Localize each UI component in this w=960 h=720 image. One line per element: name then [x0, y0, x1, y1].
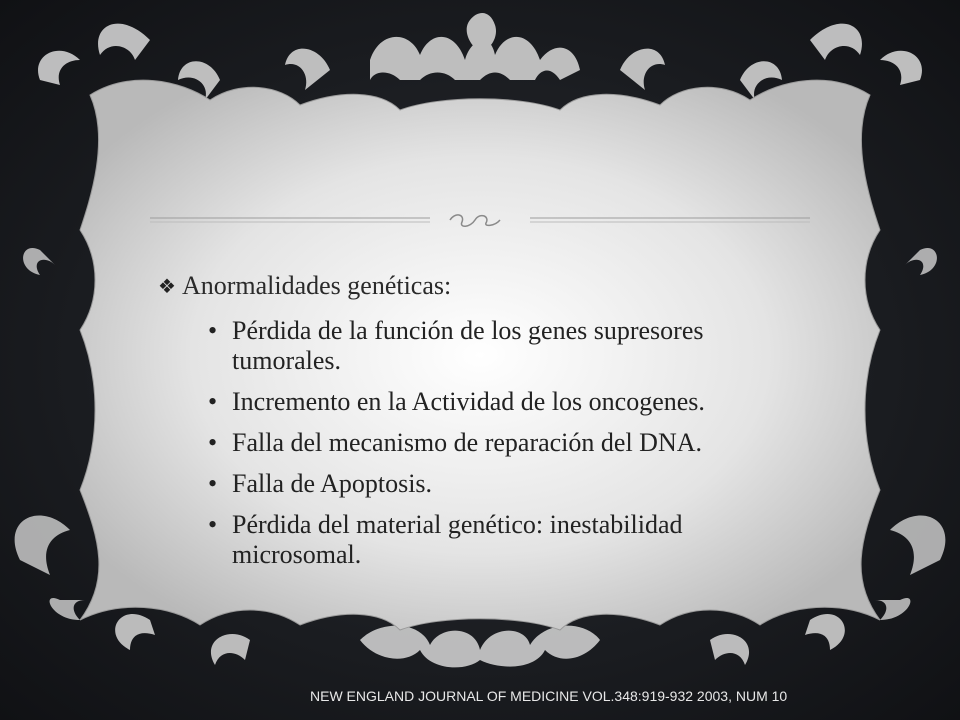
- list-item-text: Pérdida del material genético: inestabilidad microsomal.: [232, 510, 683, 569]
- bullet-dot: •: [208, 316, 218, 345]
- list-item-text: Incremento en la Actividad de los oncogenes.: [232, 387, 705, 416]
- list-item: [208, 387, 818, 417]
- bullet-list: [208, 316, 818, 581]
- list-item-text: Falla de Apoptosis.: [232, 469, 433, 498]
- list-item: [208, 428, 818, 458]
- citation: NEW ENGLAND JOURNAL OF MEDICINE VOL.348:919-932 2003, NUM 10: [310, 688, 788, 704]
- list-item-text: Pérdida de la función de los genes supresores tumorales.: [232, 316, 704, 375]
- diamond-bullet-icon: ❖: [158, 276, 176, 298]
- list-item: [208, 510, 818, 570]
- list-item: [208, 469, 818, 499]
- bullet-dot: •: [208, 387, 218, 416]
- heading-text: Anormalidades genéticas:: [181, 271, 452, 300]
- list-item-text: Falla del mecanismo de reparación del DNA.: [232, 428, 702, 457]
- divider-flourish: [150, 210, 810, 230]
- bullet-dot: •: [208, 469, 218, 498]
- bullet-dot: •: [208, 510, 218, 539]
- heading: [158, 268, 778, 305]
- bullet-dot: •: [208, 428, 218, 457]
- list-item: [208, 316, 818, 376]
